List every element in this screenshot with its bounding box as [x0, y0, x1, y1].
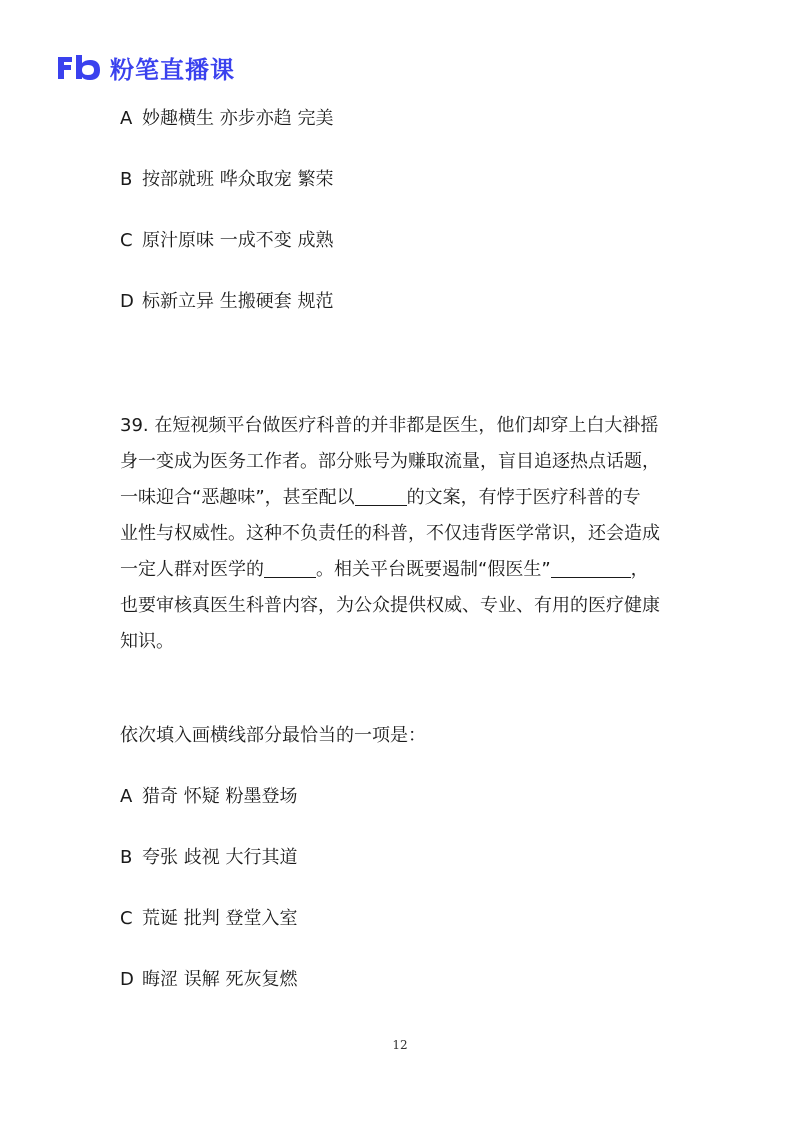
stem-line: [120, 480, 680, 516]
fill-blank-2: [264, 557, 316, 578]
stem-line: [120, 552, 680, 588]
option-a: [120, 784, 297, 810]
prev-option-b: [120, 167, 333, 193]
stem-text: 39. 在短视频平台做医疗科普的并非都是医生，他们却穿上白大褂摇: [120, 415, 659, 436]
stem-text: 身一变成为医务工作者。部分账号为赚取流量，盲目追逐热点话题，: [120, 451, 660, 472]
option-letter: B: [120, 847, 133, 868]
stem-text: 知识。: [120, 631, 174, 652]
stem-line: [120, 516, 680, 552]
prev-option-d: [120, 289, 333, 315]
stem-line: [120, 588, 680, 624]
stem-text: 一味迎合“恶趣味”，甚至配以: [120, 487, 355, 508]
option-letter: D: [120, 969, 134, 990]
stem-text: 也要审核真医生科普内容，为公众提供权威、专业、有用的医疗健康: [120, 595, 660, 616]
option-text: 荒诞 批判 登堂入室: [142, 908, 298, 929]
prev-option-c: [120, 228, 333, 254]
prev-option-a: [120, 106, 333, 132]
brand-name: 粉笔直播课: [110, 55, 235, 84]
option-c: [120, 906, 297, 932]
option-b: [120, 845, 297, 871]
option-text: 按部就班 哗众取宠 繁荣: [142, 169, 334, 190]
option-letter: A: [120, 786, 133, 807]
stem-line: [120, 408, 680, 444]
option-d: [120, 967, 297, 993]
stem-line: [120, 444, 680, 480]
option-text: 妙趣横生 亦步亦趋 完美: [142, 108, 334, 129]
option-text: 夸张 歧视 大行其道: [142, 847, 298, 868]
stem-text: 。相关平台既要遏制“假医生”: [316, 559, 551, 580]
stem-text: 一定人群对医学的: [120, 559, 264, 580]
brand-logo: [56, 52, 235, 82]
question-39-stem: [120, 408, 680, 660]
stem-text: 业性与权威性。这种不负责任的科普，不仅违背医学常识，还会造成: [120, 523, 660, 544]
fenbi-logo-icon: [56, 53, 102, 81]
option-letter: B: [120, 169, 133, 190]
option-text: 标新立异 生搬硬套 规范: [142, 291, 334, 312]
stem-text: ，: [630, 559, 649, 580]
fill-blank-3: [551, 557, 631, 578]
option-text: 原汁原味 一成不变 成熟: [142, 230, 334, 251]
option-letter: D: [120, 291, 134, 312]
stem-text: 的文案，有悖于医疗科普的专: [406, 487, 641, 508]
option-letter: A: [120, 108, 133, 129]
question-prompt: 依次填入画横线部分最恰当的一项是：: [120, 725, 426, 746]
stem-line: [120, 624, 680, 660]
fill-blank-1: [355, 485, 407, 506]
option-text: 晦涩 误解 死灰复燃: [142, 969, 298, 990]
page-number: 12: [392, 1038, 408, 1052]
option-letter: C: [120, 230, 133, 251]
option-text: 猎奇 怀疑 粉墨登场: [142, 786, 298, 807]
option-letter: C: [120, 908, 133, 929]
